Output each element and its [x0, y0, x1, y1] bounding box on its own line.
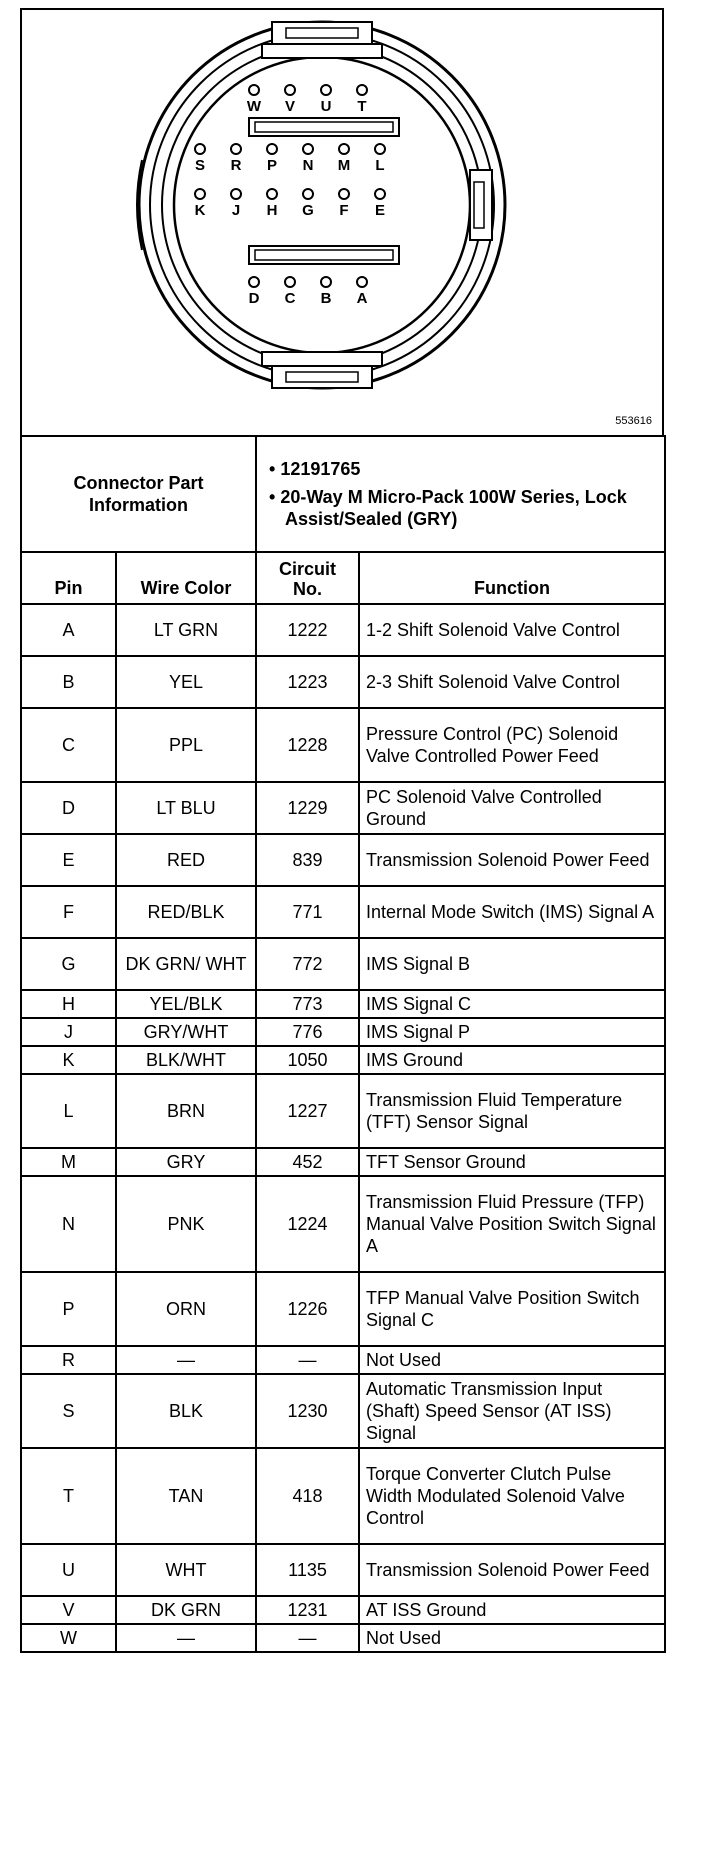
header-circuit-no: Circuit No. [256, 552, 359, 604]
pin-hole [339, 189, 349, 199]
pinout-table [20, 435, 666, 1653]
pin-label: L [375, 157, 385, 174]
function-cell: Automatic Transmission Input (Shaft) Speed Sensor (AT ISS) Signal [359, 1374, 665, 1448]
table-row [21, 1544, 665, 1596]
table-row [21, 1176, 665, 1272]
pin-label: G [302, 202, 314, 219]
table-row [21, 1596, 665, 1624]
table-row [21, 1018, 665, 1046]
pinout-sheet [20, 8, 668, 1653]
pin-label: P [266, 157, 278, 174]
pin-label: C [284, 290, 296, 307]
pin-hole [375, 144, 385, 154]
wire-color-cell: PNK [116, 1176, 256, 1272]
table-row [21, 886, 665, 938]
table-row [21, 1046, 665, 1074]
pin-label: K [194, 202, 206, 219]
circuit-no-cell: 1050 [256, 1046, 359, 1074]
circuit-no-cell: 1229 [256, 782, 359, 834]
function-cell: IMS Signal P [359, 1018, 665, 1046]
circuit-no-cell: 452 [256, 1148, 359, 1176]
pin-cell: C [21, 708, 116, 782]
function-cell: Transmission Fluid Temperature (TFT) Sensor Signal [359, 1074, 665, 1148]
table-row [21, 1448, 665, 1544]
pin-cell: D [21, 782, 116, 834]
circuit-no-cell: 1227 [256, 1074, 359, 1148]
pin-hole [231, 189, 241, 199]
pin-label: S [194, 157, 206, 174]
pin-cell: M [21, 1148, 116, 1176]
wire-color-cell: PPL [116, 708, 256, 782]
function-cell: Transmission Fluid Pressure (TFP) Manual Valve Position Switch Signal A [359, 1176, 665, 1272]
wire-color-cell: BLK/WHT [116, 1046, 256, 1074]
connector-info-row [21, 436, 665, 552]
table-row [21, 1624, 665, 1652]
circuit-no-cell: 771 [256, 886, 359, 938]
table-row [21, 604, 665, 656]
pin-label: F [339, 202, 349, 219]
pin-hole [195, 144, 205, 154]
table-row [21, 782, 665, 834]
pin-cell: E [21, 834, 116, 886]
pin-cell: B [21, 656, 116, 708]
pin-hole [249, 277, 259, 287]
circuit-no-cell: 839 [256, 834, 359, 886]
pin-label: U [320, 98, 332, 115]
pin-cell: U [21, 1544, 116, 1596]
table-row [21, 834, 665, 886]
function-cell: Internal Mode Switch (IMS) Signal A [359, 886, 665, 938]
pin-label: J [231, 202, 241, 219]
circuit-no-cell: 1231 [256, 1596, 359, 1624]
pin-cell: N [21, 1176, 116, 1272]
header-pin: Pin [21, 552, 116, 604]
wire-color-cell: DK GRN/ WHT [116, 938, 256, 990]
header-function: Function [359, 552, 665, 604]
pin-label: M [337, 157, 351, 174]
circuit-no-cell: 1224 [256, 1176, 359, 1272]
pin-hole [339, 144, 349, 154]
pin-hole [267, 189, 277, 199]
table-row [21, 1074, 665, 1148]
pin-hole [195, 189, 205, 199]
pin-label: B [320, 290, 332, 307]
pin-hole [303, 144, 313, 154]
wire-color-cell: GRY [116, 1148, 256, 1176]
header-wire-color: Wire Color [116, 552, 256, 604]
pin-cell: F [21, 886, 116, 938]
pin-cell: H [21, 990, 116, 1018]
table-row [21, 1148, 665, 1176]
wire-color-cell: RED/BLK [116, 886, 256, 938]
pin-cell: R [21, 1346, 116, 1374]
pin-hole [321, 277, 331, 287]
function-cell: IMS Signal B [359, 938, 665, 990]
wire-color-cell: — [116, 1346, 256, 1374]
connector-info-item: • 20-Way M Micro-Pack 100W Series, Lock Assist/Sealed (GRY) [269, 487, 627, 529]
function-cell: Pressure Control (PC) Solenoid Valve Controlled Power Feed [359, 708, 665, 782]
circuit-no-cell: 772 [256, 938, 359, 990]
pin-hole [249, 85, 259, 95]
wire-color-cell: ORN [116, 1272, 256, 1346]
pin-label: E [374, 202, 386, 219]
figure-id: 553616 [615, 415, 652, 427]
pin-hole [267, 144, 277, 154]
table-row [21, 1346, 665, 1374]
pin-cell: W [21, 1624, 116, 1652]
table-row [21, 990, 665, 1018]
circuit-no-cell: 1223 [256, 656, 359, 708]
table-row [21, 1374, 665, 1448]
pin-cell: T [21, 1448, 116, 1544]
function-cell: TFT Sensor Ground [359, 1148, 665, 1176]
pin-cell: G [21, 938, 116, 990]
circuit-no-cell: — [256, 1346, 359, 1374]
table-body [21, 604, 665, 1652]
wire-color-cell: TAN [116, 1448, 256, 1544]
pin-hole [357, 85, 367, 95]
wire-color-cell: DK GRN [116, 1596, 256, 1624]
function-cell: Transmission Solenoid Power Feed [359, 1544, 665, 1596]
connector-diagram [20, 8, 664, 435]
circuit-no-cell: — [256, 1624, 359, 1652]
function-cell: IMS Signal C [359, 990, 665, 1018]
function-cell: AT ISS Ground [359, 1596, 665, 1624]
function-cell: IMS Ground [359, 1046, 665, 1074]
pin-label: V [284, 98, 296, 115]
pin-label: N [302, 157, 314, 174]
wire-color-cell: BRN [116, 1074, 256, 1148]
pin-cell: P [21, 1272, 116, 1346]
function-cell: 2-3 Shift Solenoid Valve Control [359, 656, 665, 708]
wire-color-cell: YEL/BLK [116, 990, 256, 1018]
function-cell: Not Used [359, 1346, 665, 1374]
wire-color-cell: LT GRN [116, 604, 256, 656]
wire-color-cell: GRY/WHT [116, 1018, 256, 1046]
connector-info-items [256, 436, 665, 552]
pin-label: W [246, 98, 262, 115]
pin-label: T [357, 98, 367, 115]
connector-face-drawing [22, 10, 662, 435]
pin-label: H [266, 202, 278, 219]
pin-cell: J [21, 1018, 116, 1046]
function-cell: Transmission Solenoid Power Feed [359, 834, 665, 886]
pin-cell: L [21, 1074, 116, 1148]
circuit-no-cell: 418 [256, 1448, 359, 1544]
table-row [21, 1272, 665, 1346]
circuit-no-cell: 1228 [256, 708, 359, 782]
function-cell: Not Used [359, 1624, 665, 1652]
pin-cell: K [21, 1046, 116, 1074]
pin-cell: V [21, 1596, 116, 1624]
pin-hole [375, 189, 385, 199]
pin-hole [303, 189, 313, 199]
pin-hole [285, 277, 295, 287]
function-cell: PC Solenoid Valve Controlled Ground [359, 782, 665, 834]
circuit-no-cell: 1222 [256, 604, 359, 656]
table-header-row [21, 552, 665, 604]
circuit-no-cell: 773 [256, 990, 359, 1018]
table-row [21, 708, 665, 782]
pin-hole [357, 277, 367, 287]
function-cell: TFP Manual Valve Position Switch Signal C [359, 1272, 665, 1346]
wire-color-cell: LT BLU [116, 782, 256, 834]
wire-color-cell: WHT [116, 1544, 256, 1596]
wire-color-cell: BLK [116, 1374, 256, 1448]
function-cell: 1-2 Shift Solenoid Valve Control [359, 604, 665, 656]
function-cell: Torque Converter Clutch Pulse Width Modulated Solenoid Valve Control [359, 1448, 665, 1544]
pin-cell: S [21, 1374, 116, 1448]
pin-label: R [230, 157, 242, 174]
wire-color-cell: RED [116, 834, 256, 886]
pin-cell: A [21, 604, 116, 656]
pin-label: D [248, 290, 260, 307]
table-row [21, 938, 665, 990]
pin-hole [231, 144, 241, 154]
wire-color-cell: — [116, 1624, 256, 1652]
wire-color-cell: YEL [116, 656, 256, 708]
table-row [21, 656, 665, 708]
circuit-no-cell: 1230 [256, 1374, 359, 1448]
circuit-no-cell: 1135 [256, 1544, 359, 1596]
circuit-no-cell: 776 [256, 1018, 359, 1046]
pin-label: A [356, 290, 368, 307]
pin-hole [285, 85, 295, 95]
connector-info-item: • 12191765 [269, 459, 361, 479]
circuit-no-cell: 1226 [256, 1272, 359, 1346]
pin-hole [321, 85, 331, 95]
connector-info-label: Connector Part Information [21, 436, 256, 552]
